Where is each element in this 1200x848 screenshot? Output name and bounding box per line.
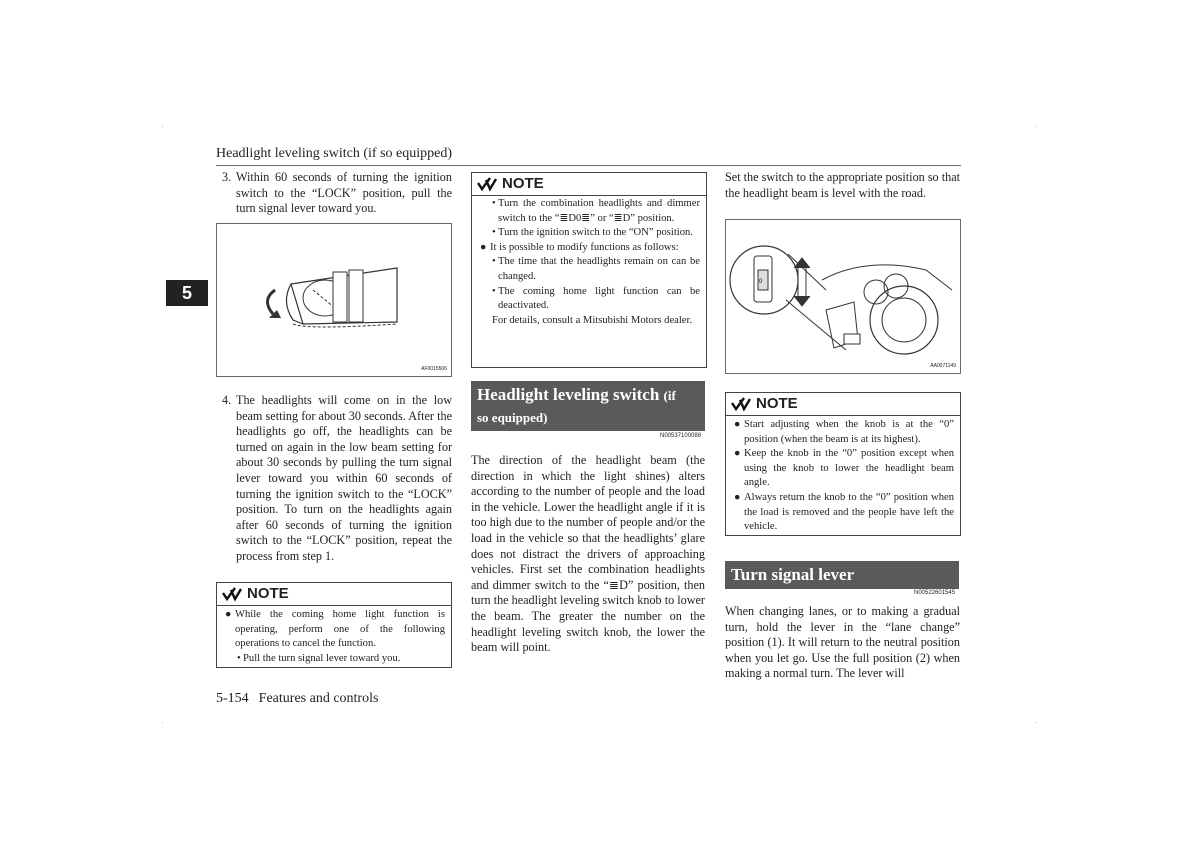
step-number: 4. xyxy=(222,393,232,407)
section-code: N00537100088 xyxy=(660,433,702,439)
note-check-icon xyxy=(221,586,243,602)
section-title-main: Headlight leveling switch xyxy=(477,385,660,404)
dashboard-switch-illustration xyxy=(726,220,960,373)
note-plain-text: For details, consult a Mitsubishi Motors dealer. xyxy=(492,314,693,326)
note-bullet: It is possible to modify functions as follows: xyxy=(490,241,679,253)
crop-mark xyxy=(1036,722,1037,723)
note-sub-item: The time that the headlights remain on can be changed. xyxy=(498,256,700,282)
dot-icon: • xyxy=(492,256,496,268)
note-header xyxy=(217,583,451,606)
step-number: 3. xyxy=(222,170,232,184)
step-text: Within 60 seconds of turning the ignition switch to the “LOCK” position, pull the turn signal lever toward you. xyxy=(236,170,452,216)
note-box xyxy=(471,172,707,368)
note-sub-item: The coming home light function can be deactivated. xyxy=(498,285,700,312)
bullet-icon: ● xyxy=(734,419,741,430)
step-3 xyxy=(222,170,452,217)
note-label: NOTE xyxy=(502,174,544,192)
bullet-icon: ● xyxy=(480,241,487,253)
note-bullet: While the coming home light function is operating, perform one of the following operations to cancel the function. xyxy=(235,609,445,650)
dot-icon: • xyxy=(492,198,496,209)
leveling-intro-paragraph: Set the switch to the appropriate position so that the headlight beam is level with the road. xyxy=(725,170,960,200)
note-header xyxy=(472,173,706,196)
figure-code: AF0015506 xyxy=(421,366,447,372)
note-label: NOTE xyxy=(247,584,289,602)
note-sub-item: Turn the combination headlights and dimmer switch to the “≣D0≣” or “≣D” position. xyxy=(498,198,700,224)
note-box xyxy=(216,582,452,668)
section-code: N00522601545 xyxy=(914,590,956,596)
figure-code: AA0071149 xyxy=(930,363,956,369)
note-check-icon xyxy=(730,396,752,412)
note-box xyxy=(725,392,961,536)
note-sub-item: Turn the ignition switch to the “ON” position. xyxy=(498,227,693,239)
bullet-icon: ● xyxy=(734,491,741,503)
turn-signal-lever-illustration xyxy=(217,224,451,376)
note-bullet: Always return the knob to the “0” position when the load is removed and the people have left the vehicle. xyxy=(744,491,954,533)
note-bullet: Start adjusting when the knob is at the “0” position (when the beam is at its highest). xyxy=(744,419,954,445)
dot-icon: • xyxy=(492,227,496,239)
turn-signal-paragraph: When changing lanes, or to making a gradual turn, hold the lever in the “lane change” position (1). It will return to the neutral position when you let go. Use the full position (2) when making a normal turn. The lever will xyxy=(725,604,960,681)
section-title-paren: (if xyxy=(663,388,676,403)
note-bullet: Keep the knob in the “0” position except when using the knob to lower the headlight beam angle. xyxy=(744,448,954,489)
bullet-icon: ● xyxy=(225,609,232,620)
crop-mark xyxy=(162,126,163,127)
crop-mark xyxy=(1036,126,1037,127)
step-4 xyxy=(222,393,452,565)
footer-section: Features and controls xyxy=(258,691,379,706)
note-sub-item: Pull the turn signal lever toward you. xyxy=(243,652,401,664)
section-title-turn-signal: Turn signal lever xyxy=(725,561,959,589)
section-title-paren: so equipped) xyxy=(477,410,548,425)
step-text: The headlights will come on in the low beam setting for about 30 seconds. After the headlights go off, the headlights can be turned on again in the low beam setting for about 30 seconds by pulling the turn signal lever toward you within 60 seconds of turning the ignition switch to the “LOCK” position. To turn on the headlights again after 60 seconds of turning the ignition switch to the “LOCK” position, repeat the process from step 1. xyxy=(236,393,452,563)
bullet-icon: ● xyxy=(734,448,741,460)
note-header xyxy=(726,393,960,416)
leveling-switch-figure xyxy=(725,219,961,374)
note-label: NOTE xyxy=(756,394,798,412)
crop-mark xyxy=(162,722,163,723)
turn-signal-lever-figure xyxy=(216,223,452,377)
note-check-icon xyxy=(476,176,498,192)
svg-text:0: 0 xyxy=(759,279,763,285)
dot-icon: • xyxy=(237,652,241,664)
leveling-paragraph: The direction of the headlight beam (the direction in which the light shines) alters according to the number of people and the load in the vehicle. Lower the headlight angle if it is too high due to the number of people and/or the load in the vehicle so that the headlights’ glare does not distract the drivers of approaching vehicles. First set the combination headlights and dimmer switch to the “≣D” position, then turn the headlight leveling switch knob to lower the beam. The greater the number on the headlight leveling switch knob, the lower the beam will point. xyxy=(471,453,705,655)
page-number: 5-154 xyxy=(216,691,249,706)
dot-icon: • xyxy=(492,285,496,297)
page-footer xyxy=(216,691,378,707)
page-header-title: Headlight leveling switch (if so equipped) xyxy=(216,146,452,161)
header-rule xyxy=(216,165,961,166)
section-title-headlight-leveling xyxy=(471,381,705,431)
chapter-tab: 5 xyxy=(166,280,208,306)
